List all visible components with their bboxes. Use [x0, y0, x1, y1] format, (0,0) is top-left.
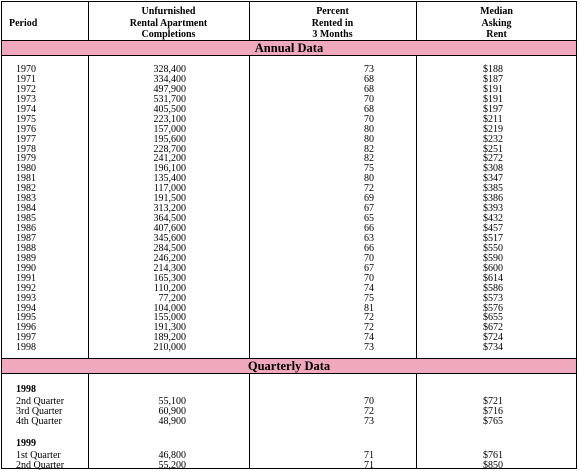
annual-completions-cell: 210,000: [153, 342, 186, 354]
quarterly-period-cell: 2nd Quarter: [16, 396, 65, 407]
annual-period-cell: 1977: [16, 133, 36, 145]
quarterly-completions-cell: 60,900: [158, 406, 186, 417]
quarterly-period-cell: 3rd Quarter: [16, 406, 63, 417]
annual-rent-cell: $432: [483, 213, 503, 225]
annual-completions-cell: 246,200: [153, 252, 186, 264]
annual-percent-cell: 75: [364, 163, 374, 175]
annual-rent-cell: $573: [483, 292, 503, 304]
annual-rent-cell: $191: [483, 93, 503, 105]
annual-completions-cell: 189,200: [153, 332, 186, 344]
quarterly-rent-cell: $721: [483, 396, 503, 407]
annual-rent-cell: $576: [483, 302, 503, 314]
quarterly-percent-cell: 70: [364, 396, 374, 407]
annual-period-cell: 1971: [16, 73, 36, 85]
annual-percent-cell: 80: [364, 123, 374, 135]
annual-rent-cell: $308: [483, 163, 503, 175]
quarterly-completions-cell: 48,900: [158, 416, 186, 427]
header-completions: Unfurnished Rental Apartment Completions: [129, 6, 208, 40]
annual-period-cell: 1993: [16, 292, 36, 304]
annual-completions-cell: 157,000: [153, 123, 186, 135]
annual-completions-cell: 228,700: [153, 143, 186, 155]
annual-completions-cell: 191,500: [153, 193, 186, 205]
annual-rent-cell: $393: [483, 203, 503, 215]
annual-percent-cell: 73: [364, 342, 374, 354]
annual-rent-cell: $386: [483, 193, 503, 205]
annual-completions-cell: 345,600: [153, 232, 186, 244]
annual-period-cell: 1995: [16, 312, 36, 324]
annual-completions-cell: 110,200: [153, 282, 186, 294]
annual-completions-cell: 241,200: [153, 153, 186, 165]
annual-percent-cell: 68: [364, 83, 374, 95]
annual-rent-cell: $457: [483, 223, 503, 234]
annual-completions-column: [136, 65, 186, 353]
header-period: Period: [9, 18, 38, 29]
annual-period-column: [16, 65, 36, 353]
annual-completions-cell: 155,000: [153, 312, 186, 324]
quarterly-rent-cell: $761: [483, 450, 503, 461]
annual-period-cell: 1973: [16, 93, 36, 105]
header-median-rent: Median Asking Rent: [480, 6, 513, 40]
annual-percent-cell: 65: [364, 213, 374, 225]
annual-percent-cell: 72: [364, 312, 374, 324]
quarterly-data-band: Quarterly Data: [2, 358, 576, 374]
annual-period-cell: 1972: [16, 83, 36, 95]
annual-rent-cell: $232: [483, 133, 503, 145]
annual-percent-cell: 67: [364, 262, 374, 274]
annual-percent-cell: 82: [364, 153, 374, 165]
annual-period-cell: 1984: [16, 203, 36, 215]
annual-period-cell: 1990: [16, 262, 36, 274]
annual-period-cell: 1981: [16, 173, 36, 185]
annual-percent-cell: 80: [364, 133, 374, 145]
annual-period-cell: 1983: [16, 193, 36, 205]
annual-period-cell: 1976: [16, 123, 36, 135]
annual-period-cell: 1978: [16, 143, 36, 155]
quarterly-period-cell: 2nd Quarter: [16, 460, 65, 471]
annual-percent-cell: 72: [364, 322, 374, 334]
quarterly-completions-cell: 55,100: [158, 396, 186, 407]
annual-percent-cell: 82: [364, 143, 374, 155]
annual-rent-cell: $251: [483, 143, 503, 155]
annual-completions-cell: 117,000: [153, 183, 186, 195]
annual-completions-cell: 135,400: [153, 173, 186, 185]
annual-rent-cell: $655: [483, 312, 503, 324]
annual-period-cell: 1992: [16, 282, 36, 294]
annual-percent-cell: 63: [364, 232, 374, 244]
quarterly-year-heading: 1999: [16, 438, 36, 449]
quarterly-rent-cell: $716: [483, 406, 503, 417]
annual-period-cell: 1979: [16, 153, 36, 165]
annual-completions-cell: 196,100: [153, 163, 186, 175]
annual-period-cell: 1970: [16, 64, 36, 75]
quarterly-percent-cell: 71: [364, 460, 374, 471]
annual-period-cell: 1994: [16, 302, 36, 314]
annual-rent-cell: $734: [483, 342, 503, 354]
column-divider: [416, 2, 417, 468]
header-percent-rented: Percent Rented in 3 Months: [311, 6, 354, 40]
annual-rent-cell: $197: [483, 103, 503, 115]
quarterly-period-cell: 1st Quarter: [16, 450, 61, 461]
annual-percent-cell: 80: [364, 173, 374, 185]
annual-percent-cell: 72: [364, 183, 374, 195]
quarterly-percent-cell: 73: [364, 416, 374, 427]
annual-completions-cell: 214,300: [153, 262, 186, 274]
annual-percent-cell: 67: [364, 203, 374, 215]
annual-percent-cell: 81: [364, 302, 374, 314]
annual-percent-cell: 66: [364, 242, 374, 254]
annual-percent-cell: 70: [364, 272, 374, 284]
annual-period-cell: 1989: [16, 252, 36, 264]
annual-period-cell: 1975: [16, 113, 36, 125]
quarterly-rent-cell: $765: [483, 416, 503, 427]
annual-rent-cell: $724: [483, 332, 503, 344]
annual-completions-cell: 407,600: [153, 223, 186, 234]
annual-period-cell: 1988: [16, 242, 36, 254]
annual-rent-cell: $188: [483, 64, 503, 75]
quarterly-period-cell: 4th Quarter: [16, 416, 62, 427]
annual-completions-cell: 104,000: [153, 302, 186, 314]
annual-completions-cell: 313,200: [153, 203, 186, 215]
annual-period-cell: 1987: [16, 232, 36, 244]
annual-percent-cell: 70: [364, 113, 374, 125]
annual-rent-cell: $385: [483, 183, 503, 195]
annual-completions-cell: 191,300: [153, 322, 186, 334]
annual-rent-cell: $586: [483, 282, 503, 294]
annual-period-cell: 1998: [16, 342, 36, 354]
annual-rent-cell: $219: [483, 123, 503, 135]
annual-percent-cell: 74: [364, 332, 374, 344]
annual-rent-cell: $347: [483, 173, 503, 185]
rental-data-table: [1, 1, 577, 469]
annual-completions-cell: 364,500: [153, 213, 186, 225]
annual-period-cell: 1980: [16, 163, 36, 175]
annual-rent-cell: $590: [483, 252, 503, 264]
quarterly-completions-cell: 46,800: [158, 450, 186, 461]
quarterly-year-heading: 1998: [16, 384, 36, 395]
annual-rent-cell: $550: [483, 242, 503, 254]
table-header: [2, 2, 576, 41]
annual-percent-cell: 70: [364, 252, 374, 264]
annual-rent-cell: $191: [483, 83, 503, 95]
annual-rent-cell: $600: [483, 262, 503, 274]
annual-percent-cell: 68: [364, 103, 374, 115]
annual-completions-cell: 284,500: [153, 242, 186, 254]
annual-rent-cell: $672: [483, 322, 503, 334]
annual-percent-cell: 69: [364, 193, 374, 205]
annual-percent-cell: 75: [364, 292, 374, 304]
annual-rent-column: [483, 65, 512, 353]
annual-completions-cell: 195,600: [153, 133, 186, 145]
annual-period-cell: 1986: [16, 223, 36, 234]
annual-period-cell: 1991: [16, 272, 36, 284]
annual-rent-cell: $517: [483, 232, 503, 244]
annual-completions-cell: 328,400: [153, 64, 186, 75]
quarterly-completions-cell: 55,200: [158, 460, 186, 471]
annual-percent-cell: 68: [364, 73, 374, 85]
annual-rent-cell: $272: [483, 153, 503, 165]
annual-data-band: Annual Data: [2, 40, 576, 56]
annual-completions-cell: 405,500: [153, 103, 186, 115]
quarterly-rent-cell: $850: [483, 460, 503, 471]
annual-completions-cell: 77,200: [158, 292, 186, 304]
annual-rent-cell: $211: [483, 113, 503, 125]
annual-completions-cell: 531,700: [153, 93, 186, 105]
annual-percent-cell: 66: [364, 223, 374, 234]
annual-period-cell: 1997: [16, 332, 36, 344]
annual-period-cell: 1996: [16, 322, 36, 334]
column-divider: [88, 2, 89, 468]
annual-completions-cell: 497,900: [153, 83, 186, 95]
annual-completions-cell: 223,100: [153, 113, 186, 125]
annual-percent-cell: 74: [364, 282, 374, 294]
annual-completions-cell: 165,300: [153, 272, 186, 284]
annual-percent-cell: 73: [364, 64, 374, 75]
column-divider: [249, 2, 250, 468]
annual-period-cell: 1974: [16, 103, 36, 115]
annual-period-cell: 1985: [16, 213, 36, 225]
annual-percent-column: [360, 65, 374, 353]
annual-percent-cell: 70: [364, 93, 374, 105]
annual-completions-cell: 334,400: [153, 73, 186, 85]
annual-rent-cell: $614: [483, 272, 503, 284]
quarterly-percent-cell: 72: [364, 406, 374, 417]
quarterly-percent-cell: 71: [364, 450, 374, 461]
annual-rent-cell: $187: [483, 73, 503, 85]
annual-period-cell: 1982: [16, 183, 36, 195]
